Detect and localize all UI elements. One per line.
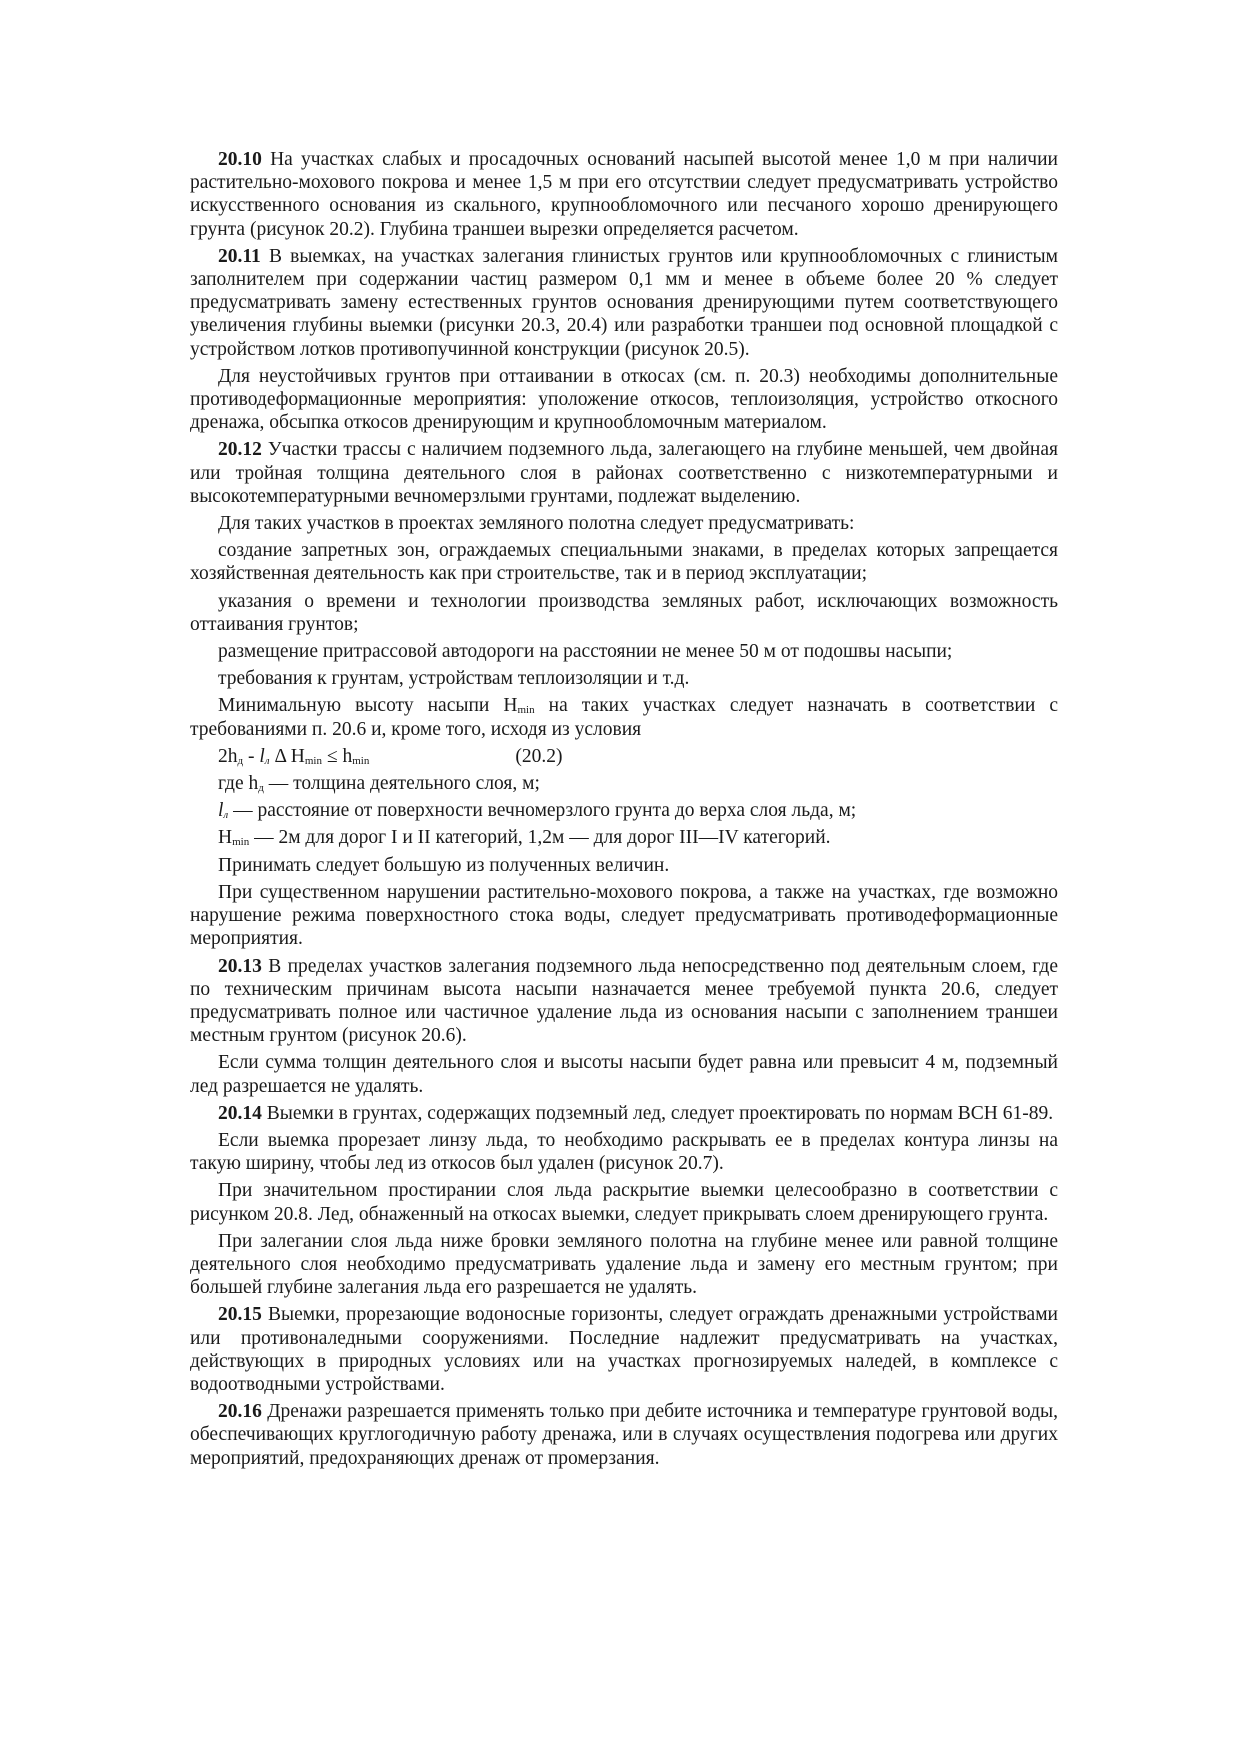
text-fragment: на таких участках следует назначать в соответствии с требованиями п. 20.6 и, кроме того, исходя из условия	[190, 695, 1058, 740]
formula-20-2	[190, 745, 1058, 768]
paragraph-20-12	[190, 438, 1058, 508]
where-3	[190, 826, 1058, 849]
paragraph-20-13	[190, 955, 1058, 1048]
subscript: min	[232, 836, 250, 849]
paragraph-20-13-b: Если сумма толщин деятельного слоя и высоты насыпи будет равна или превысит 4 м, подземный лед разрешается не удалять.	[190, 1052, 1058, 1097]
paragraph-20-12-e: размещение притрассовой автодороги на расстоянии не менее 50 м от подошвы насыпи;	[218, 641, 953, 663]
text-fragment: H	[218, 827, 233, 849]
formula-part: 2h	[218, 745, 238, 767]
text-fragment: l	[218, 800, 224, 822]
text-fragment: где h	[218, 773, 259, 795]
clause-number: 20.12	[218, 439, 262, 461]
paragraph-text: Выемки, прорезающие водоносные горизонты, следует ограждать дренажными устройствами или противоналедными сооружениями. Последние надлежит предусматривать на участках, действующих в природных условиях или на участках прогнозируемых наледей, в комплексе с водоотводными устройствами.	[190, 1304, 1058, 1395]
clause-number: 20.16	[218, 1401, 262, 1423]
clause-number: 20.10	[218, 149, 262, 170]
text-fragment: Минимальную высоту насыпи H	[218, 695, 518, 717]
where-1	[190, 772, 1058, 795]
paragraph-text: В пределах участков залегания подземного льда непосредственно под деятельным слоем, где по техническим причинам высота насыпи назначается менее требуемой пункта 20.6, следует предусматривать полное или частичное удаление льда из основания насыпи с заполнением траншеи местным грунтом (рисунок 20.6).	[190, 955, 1058, 1047]
paragraph-20-10	[190, 148, 1058, 241]
paragraph-20-12-h: Принимать следует большую из полученных величин.	[218, 854, 670, 876]
paragraph-20-14-c: При значительном простирании слоя льда раскрытие выемки целесообразно в соответствии с рисунком 20.8. Лед, обнаженный на откосах выемки, следует прикрывать слоем дренирующего грунта.	[190, 1180, 1058, 1225]
paragraph-20-12-f: требования к грунтам, устройствам теплоизоляции и т.д.	[218, 668, 690, 690]
subscript: min	[517, 704, 535, 717]
clause-number: 20.15	[218, 1304, 262, 1326]
formula-number: (20.2)	[515, 745, 563, 767]
formula-part: ≤ h	[322, 745, 353, 767]
paragraph-20-15	[190, 1303, 1058, 1396]
paragraph-20-14-d: При залегании слоя льда ниже бровки земляного полотна на глубине менее или равной толщине деятельного слоя необходимо предусматривать удаление льда и замену его местным грунтом; при большей глубине залегания льда его разрешается не удалять.	[190, 1230, 1058, 1299]
paragraph-20-14-b: Если выемка прорезает линзу льда, то необходимо раскрывать ее в пределах контура линзы на такую ширину, чтобы лед из откосов был удален (рисунок 20.7).	[190, 1129, 1058, 1175]
text-fragment: — расстояние от поверхности вечномерзлого грунта до верха слоя льда, м;	[228, 800, 857, 822]
subscript: min	[304, 754, 322, 767]
paragraph-text: На участках слабых и просадочных оснований насыпей высотой менее 1,0 м при наличии растительно-мохового покрова и менее 1,5 м при его отсутствии следует предусматривать устройство искусственного основания из скального, крупнообломочного или песчаного хорошо дренирующего грунта (рисунок 20.2). Глубина траншеи вырезки определяется расчетом.	[190, 149, 1058, 240]
text-fragment: — 2м для дорог I и II категорий, 1,2м — для дорог III—IV категорий.	[249, 827, 831, 849]
subscript: л	[223, 809, 229, 822]
formula-part: Δ H	[269, 745, 305, 767]
formula-part: -	[243, 745, 260, 767]
text-fragment: — толщина деятельного слоя, м;	[263, 773, 540, 795]
paragraph-text: Участки трассы с наличием подземного льда, залегающего на глубине меньшей, чем двойная или тройная толщина деятельного слоя в районах соответственно с низкотемпературными и высокотемпературными вечномерзлыми грунтами, подлежат выделению.	[190, 439, 1058, 507]
paragraph-20-12-g	[190, 694, 1058, 740]
clause-number: 20.13	[218, 955, 262, 977]
document-page	[190, 148, 1058, 1470]
subscript: д	[237, 754, 244, 767]
formula-part: l	[259, 745, 265, 767]
paragraph-20-12-d: указания о времени и технологии производства земляных работ, исключающих возможность оттаивания грунтов;	[190, 590, 1058, 635]
subscript: л	[264, 754, 270, 767]
paragraph-text: В выемках, на участках залегания глинистых грунтов или крупнообломочных с глинистым заполнителем при содержании частиц размером 0,1 мм и менее в объеме более 20 % следует предусматривать замену естественных грунтов основания дренирующими путем соответствующего увеличения глубины выемки (рисунки 20.3, 20.4) или разработки траншеи под основной площадкой с устройством лотков противопучинной конструкции (рисунок 20.5).	[190, 245, 1058, 360]
where-2	[190, 799, 1058, 822]
clause-number: 20.11	[218, 245, 261, 267]
paragraph-20-12-b: Для таких участков в проектах земляного полотна следует предусматривать:	[218, 513, 855, 535]
paragraph-20-16	[190, 1400, 1058, 1470]
clause-number: 20.14	[218, 1102, 262, 1124]
subscript: д	[258, 782, 264, 795]
paragraph-20-12-i: При существенном нарушении растительно-мохового покрова, а также на участках, где возможно нарушение режима поверхностного стока воды, следует предусматривать противодеформационные мероприятия.	[190, 881, 1058, 950]
paragraph-20-14	[190, 1102, 1058, 1125]
paragraph-20-11-b: Для неустойчивых грунтов при оттаивании в откосах (см. п. 20.3) необходимы дополнительные противодеформационные мероприятия: уположение откосов, теплоизоляция, устройство откосного дренажа, обсыпка откосов дренирующим и крупнообломочным материалом.	[190, 365, 1058, 434]
subscript: min	[352, 754, 370, 767]
paragraph-20-12-c: создание запретных зон, ограждаемых специальными знаками, в пределах которых запрещается хозяйственная деятельность как при строительстве, так и в период эксплуатации;	[190, 540, 1058, 585]
paragraph-text: Выемки в грунтах, содержащих подземный лед, следует проектировать по нормам ВСН 61-89.	[261, 1102, 1054, 1124]
paragraph-20-11	[190, 245, 1058, 361]
paragraph-text: Дренажи разрешается применять только при дебите источника и температуре грунтовой воды, обеспечивающих круглогодичную работу дренажа, или в случаях осуществления подогрева или других мероприятий, предохраняющих дренаж от промерзания.	[190, 1401, 1058, 1469]
